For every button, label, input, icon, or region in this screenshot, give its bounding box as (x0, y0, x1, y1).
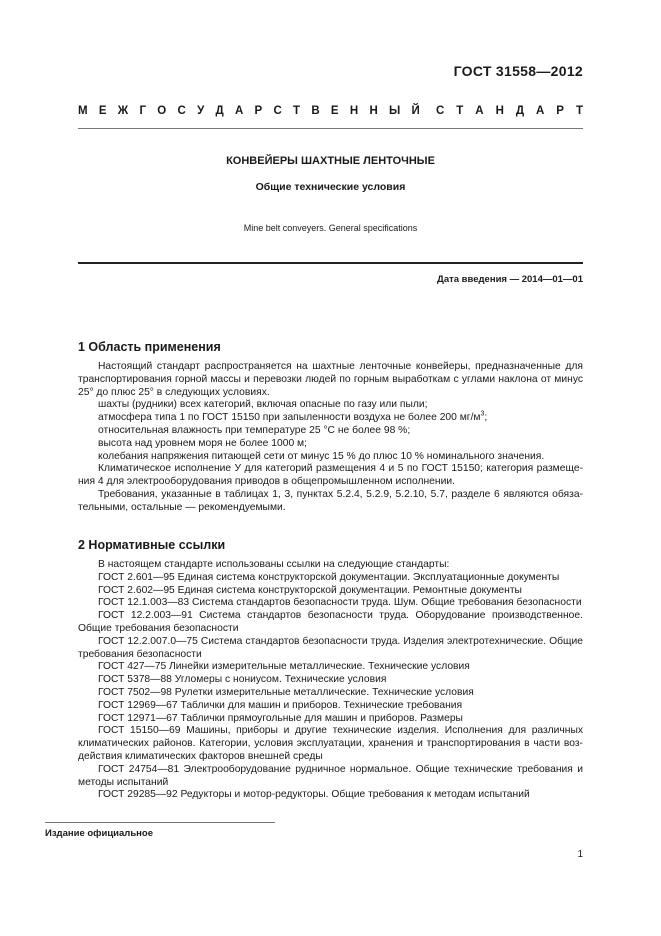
reference-item: ГОСТ 5378—88 Угломеры с нониусом. Технические условия (98, 674, 387, 686)
introduction-date: Дата введения — 2014—01—01 (437, 274, 583, 285)
reference-item: ГОСТ 7502—98 Рулетки измерительные металлические. Технические условия (98, 686, 474, 698)
top-divider (78, 128, 583, 129)
standard-word: С Т А Н Д А Р Т (436, 105, 583, 117)
document-subtitle: Общие технические условия (255, 181, 406, 193)
interstate-standard-banner (78, 105, 583, 117)
reference-item: ГОСТ 12971—67 Таблички прямоугольные для машин и приборов. Размеры (98, 712, 463, 724)
title-divider (78, 262, 583, 264)
reference-item: ГОСТ 12.2.003—91 Система стандартов безопасности труда. Оборудование производственное. Общие требования безопасности (78, 610, 583, 634)
interstate-word: М Е Ж Г О С У Д А Р С Т В Е Н Н Ы Й (78, 105, 420, 117)
paragraph: относительная влажность при температуре 25 °С не более 98 %; (98, 424, 411, 436)
paragraph: высота над уровнем моря не более 1000 м; (98, 437, 307, 449)
reference-item: ГОСТ 12969—67 Таблички для машин и приборов. Технические требования (98, 699, 463, 711)
reference-item: ГОСТ 427—75 Линейки измерительные металлические. Технические условия (98, 661, 470, 673)
paragraph: колебания напряжения питающей сети от минус 15 % до плюс 10 % номинального значения. (98, 450, 545, 462)
reference-item: ГОСТ 15150—69 Машины, приборы и другие технические изделия. Исполнения для различных климатических районов. Категории, условия эксплуатации, хранения и транспортирования в части воз-действия климатических факторов внешней среды (78, 725, 583, 762)
section-heading: 2 Нормативные ссылки (78, 538, 226, 552)
paragraph: Климатическое исполнение У для категорий размещения 4 и 5 по ГОСТ 15150; категория размеще-ния 4 для электрооборудования приводов в общепромышленном исполнении. (78, 463, 583, 488)
paragraph: Настоящий стандарт распространяется на шахтные ленточные конвейеры, предназначенные для транспортирования горной массы и перевозки людей по горным выработкам с углами наклона от минус 25° до плюс 25° в следующих условиях. (78, 361, 583, 398)
paragraph: В настоящем стандарте использованы ссылки на следующие стандарты: (98, 559, 450, 570)
official-edition-label: Издание официальное (45, 828, 153, 839)
section-scope (78, 340, 583, 515)
paragraph: Требования, указанные в таблицах 1, 3, пунктах 5.2.4, 5.2.9, 5.2.10, 5.7, разделе 6 являются обяза-тельными, остальные — рекомендуемыми. (78, 488, 583, 513)
section-heading: 1 Область применения (78, 340, 221, 354)
gost-code: ГОСТ 31558—2012 (453, 63, 583, 79)
reference-item: ГОСТ 2.601—95 Единая система конструкторской документации. Эксплуатационные документы (98, 571, 560, 583)
paragraph: атмосфера типа 1 по ГОСТ 15150 при запыленности воздуха не более 200 $мг/м^3$; (98, 410, 488, 424)
section-normative-references (78, 538, 583, 802)
reference-item: ГОСТ 2.602—95 Единая система конструкторской документации. Ремонтные документы (98, 584, 522, 596)
reference-item: ГОСТ 24754—81 Электрооборудование рудничное нормальное. Общие технические требования и методы испытаний (78, 763, 583, 788)
reference-item: ГОСТ 12.2.007.0—75 Система стандартов безопасности труда. Изделия электротехнические. Общие требования безопасности (78, 635, 583, 660)
reference-item: ГОСТ 29285—92 Редукторы и мотор-редукторы. Общие требования к методам испытаний (98, 789, 530, 801)
page-number: 1 (577, 849, 583, 860)
english-title: Mine belt conveyers. General specifications (243, 223, 418, 233)
document-title: КОНВЕЙЕРЫ ШАХТНЫЕ ЛЕНТОЧНЫЕ (226, 155, 435, 167)
paragraph: шахты (рудники) всех категорий, включая опасные по газу или пыли; (98, 399, 428, 411)
footer-divider (45, 822, 275, 823)
reference-item: ГОСТ 12.1.003—83 Система стандартов безопасности труда. Шум. Общие требования безопасности (98, 597, 582, 609)
